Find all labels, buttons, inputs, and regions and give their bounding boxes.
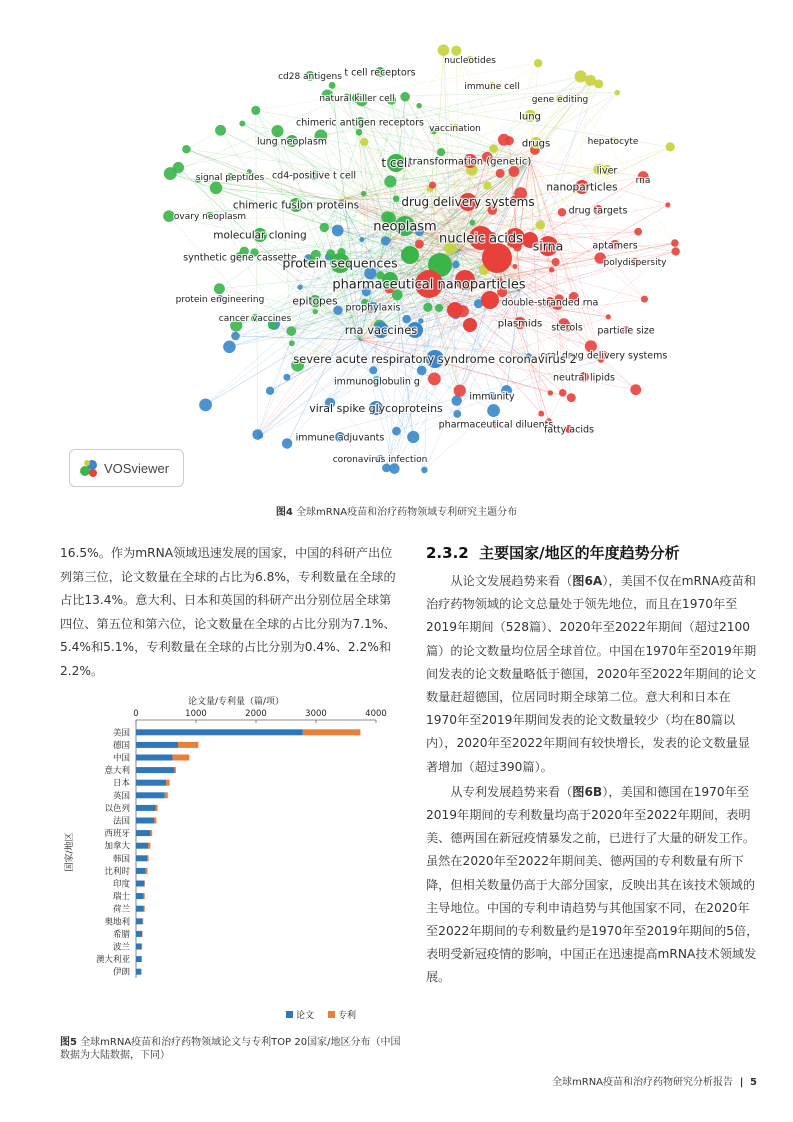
- network-node-label: drugs: [521, 138, 551, 150]
- network-node: [219, 314, 292, 324]
- network-node: [439, 419, 554, 430]
- category-label: 希腊: [112, 929, 130, 940]
- network-node: [429, 124, 481, 134]
- network-node-label: t cell receptors: [344, 67, 416, 79]
- figure-4-text: 全球mRNA疫苗和治疗药物领域专利研究主题分布: [296, 507, 518, 518]
- network-node-label: transformation (genetic): [408, 156, 532, 168]
- network-node: [373, 216, 436, 236]
- category-label: 美国: [112, 728, 130, 739]
- network-node: [588, 137, 639, 147]
- network-node: [597, 165, 618, 176]
- network-node-label: synthetic gene cassette: [183, 252, 297, 264]
- bar-paper: [136, 818, 154, 824]
- bar-paper: [136, 918, 143, 924]
- vosviewer-logo-icon: [78, 457, 100, 479]
- network-node: [292, 295, 337, 308]
- network-node-label: nanoparticles: [546, 181, 618, 194]
- bar-patent: [141, 969, 142, 975]
- category-label: 意大利: [104, 766, 130, 777]
- figure-6a-ref: 图6A: [572, 574, 603, 588]
- bar-paper: [136, 792, 165, 798]
- bar-patent: [154, 818, 156, 824]
- para1-pre: 从论文发展趋势来看（: [450, 574, 573, 588]
- network-node: [522, 137, 550, 150]
- network-node-label: molecular cloning: [213, 229, 307, 242]
- network-node: [469, 391, 515, 402]
- network-node: [346, 302, 401, 313]
- para2-post: ），美国和德国在1970年至2019年期间的专利数量均高于2020年至2022年期间，表明美、德两国在新冠疫情暴发之前，已进行了大量的研发工作。虽然在2020年至2022年期间美、德两国的专利数量有所下降，但相关数量仍高于大部分国家，反映出其在该技术领域的主导地位。中国的专利申请趋势与其他国家不同，在2020年至2022年期间的专利数量约是1970年至2019年期间的5倍，表明受新冠疫情的影响，中国正在迅速提高mRNA技术领域发展。: [426, 784, 759, 985]
- bar-patent: [144, 906, 145, 912]
- bar-patent: [142, 944, 143, 950]
- network-node: [233, 198, 359, 212]
- right-body: [426, 570, 761, 990]
- network-node: [533, 236, 564, 256]
- network-node-label: cancer vaccines: [218, 314, 292, 325]
- section-number: 2.3.2: [426, 544, 469, 562]
- network-node: [333, 455, 428, 465]
- network-node: [176, 295, 265, 305]
- network-node: [196, 173, 265, 183]
- figure-5-label: 图5: [60, 1037, 77, 1048]
- category-label: 西班牙: [104, 829, 130, 840]
- network-node-label: plasmids: [497, 318, 543, 330]
- network-node-label: natural killer cell: [319, 94, 395, 105]
- category-label: 荷兰: [112, 904, 130, 915]
- network-node: [444, 56, 496, 66]
- network-node: [604, 258, 668, 268]
- network-node-label: rna: [635, 176, 651, 187]
- category-label: 德国: [112, 740, 130, 751]
- vosviewer-logo: [69, 449, 184, 487]
- category-label: 澳大利亚: [95, 955, 130, 966]
- x-tick-label: 0: [133, 709, 139, 719]
- bar-paper: [136, 893, 144, 899]
- network-node-label: signal peptides: [195, 173, 265, 184]
- bar-patent: [166, 780, 170, 786]
- bar-patent: [173, 755, 190, 761]
- section-title: 主要国家/地区的年度趋势分析: [479, 544, 680, 562]
- network-node: [174, 212, 246, 222]
- category-label: 伊朗: [112, 967, 130, 978]
- category-label: 波兰: [112, 942, 130, 953]
- network-node: [293, 350, 577, 368]
- network-node: [344, 67, 415, 78]
- network-node-label: polydispersity: [603, 258, 667, 269]
- figure-6b-ref: 图6B: [572, 784, 603, 799]
- network-node: [546, 180, 617, 194]
- bar-paper: [136, 881, 144, 887]
- page-footer: 全球mRNA疫苗和治疗药物研究分析报告 | 5: [552, 1077, 757, 1088]
- network-node-label: hepatocyte: [587, 137, 639, 148]
- network-node-label: rna vaccines: [344, 323, 418, 338]
- paragraph-1: [426, 570, 761, 779]
- paragraph-2: [426, 781, 761, 990]
- network-node: [272, 170, 356, 181]
- chart-title: 论文量/专利量（篇/项）: [187, 697, 285, 707]
- category-label: 韩国: [112, 854, 130, 865]
- network-node: [213, 228, 306, 242]
- network-node-label: cd4-positive t cell: [271, 170, 357, 182]
- network-node: [296, 117, 424, 128]
- x-tick-label: 2000: [245, 709, 267, 719]
- category-label: 奥地利: [104, 917, 130, 928]
- bar-patent: [303, 729, 361, 735]
- x-tick-label: 1000: [185, 709, 207, 719]
- bar-patent: [147, 855, 148, 861]
- network-node-label: coronavirus infection: [332, 455, 428, 466]
- legend-label: 论文: [296, 1011, 315, 1021]
- network-node: [309, 401, 443, 415]
- network-node: [334, 376, 420, 387]
- category-label: 日本: [112, 778, 130, 789]
- footer-title: 全球mRNA疫苗和治疗药物研究分析报告: [552, 1077, 734, 1088]
- bar-paper: [136, 843, 148, 849]
- bar-paper: [136, 969, 141, 975]
- network-node-label: protein sequences: [282, 255, 398, 271]
- network-node-label: immune cell: [464, 82, 520, 93]
- category-label: 瑞士: [112, 892, 130, 903]
- network-node-label: immune adjuvants: [295, 432, 385, 444]
- bar-patent: [144, 893, 145, 899]
- network-node: [569, 205, 628, 216]
- network-node-label: nucleotides: [444, 56, 496, 67]
- bar-patent: [141, 956, 142, 962]
- bar-paper: [136, 956, 141, 962]
- category-label: 中国: [112, 753, 130, 764]
- bar-paper: [136, 906, 144, 912]
- bar-paper: [136, 868, 146, 874]
- network-node-label: viral spike glycoproteins: [309, 401, 443, 415]
- country-bar-chart: [58, 690, 398, 1035]
- network-node-label: epitopes: [292, 295, 338, 308]
- legend-swatch: [328, 1011, 335, 1018]
- network-node: [592, 240, 637, 251]
- bar-patent: [142, 931, 143, 937]
- bar-patent: [165, 792, 168, 798]
- para2-pre: 从专利发展趋势来看（: [450, 784, 573, 799]
- bar-paper: [136, 780, 166, 786]
- network-node-label: drug targets: [568, 205, 628, 217]
- network-node-label: lung: [519, 111, 541, 123]
- bar-patent: [174, 767, 176, 773]
- network-node-label: chimeric antigen receptors: [296, 117, 424, 129]
- network-node-label: sirna: [532, 238, 564, 254]
- network-node: [532, 95, 589, 105]
- category-label: 印度: [112, 879, 130, 890]
- network-node: [498, 317, 543, 330]
- network-node-label: particle size: [597, 325, 655, 337]
- bar-patent: [156, 805, 158, 811]
- bar-patent: [178, 742, 198, 748]
- bar-paper: [136, 805, 156, 811]
- network-node-label: fatty acids: [544, 424, 594, 436]
- network-node: [183, 252, 297, 263]
- figure-4-caption: [0, 503, 793, 518]
- network-node-label: nucleic acids: [439, 231, 523, 247]
- network-node-label: pharmaceutical diluents: [438, 419, 554, 431]
- network-node-label: oral drug delivery systems: [540, 350, 668, 362]
- category-label: 加拿大: [104, 841, 130, 852]
- bar-patent: [143, 918, 144, 924]
- legend-label: 专利: [338, 1011, 357, 1021]
- network-node: [409, 154, 532, 168]
- figure-5-text: 全球mRNA疫苗和治疗药物领域论文与专利TOP 20国家/地区分布（中国数据为大陆数据，下同）: [60, 1037, 401, 1061]
- network-node-label: t cell: [381, 156, 411, 171]
- network-node: [278, 71, 342, 82]
- network-node: [282, 253, 397, 273]
- category-label: 比利时: [104, 866, 130, 877]
- network-node-label: double-stranded rna: [501, 297, 599, 309]
- network-node: [319, 93, 394, 104]
- network-node-label: vaccination: [429, 124, 481, 135]
- network-node-label: drug delivery systems: [401, 195, 535, 210]
- network-node-label: neoplasm: [373, 219, 437, 235]
- x-tick-label: 4000: [365, 709, 387, 719]
- network-node-label: liver: [596, 165, 618, 177]
- network-node-label: protein engineering: [175, 295, 265, 306]
- para1-post: ），美国不仅在mRNA疫苗和治疗药物领域的论文总量处于领先地位，而且在1970年至2019年期间（528篇）、2020年至2022年期间（超过2100篇）的论文数量均位居全球首位。中国在1970年至2019年期间发表的论文数量略低于德国，2020年至2022年期间的论文数量赶超德国，位居同时期全球第二位。意大利和日本在1970年至2019年期间发表的论文数量较少（均在80篇以内），2020年至2022年期间有较快增长，发表的论文数量显著增加（超过390篇）。: [426, 574, 757, 774]
- network-node-label: sterols: [551, 322, 583, 334]
- network-node: [551, 322, 583, 333]
- network-node-label: cd28 antigens: [278, 72, 342, 83]
- figure-4-label: 图4: [275, 507, 293, 518]
- network-node: [502, 297, 599, 308]
- network-node-label: gene editing: [531, 95, 589, 106]
- page-number: 5: [750, 1077, 757, 1088]
- network-node-label: pharmaceutical nanoparticles: [332, 277, 526, 293]
- network-node: [544, 424, 594, 435]
- network-node-label: ovary neoplasm: [173, 212, 247, 223]
- network-node: [401, 193, 534, 211]
- network-node: [381, 154, 410, 172]
- bar-paper: [136, 855, 147, 861]
- network-node: [519, 110, 541, 123]
- category-label: 法国: [112, 816, 130, 827]
- network-node-label: prophylaxis: [345, 302, 401, 314]
- bar-paper: [136, 729, 303, 735]
- network-node-label: immunoglobulin g: [334, 376, 420, 388]
- x-tick-label: 3000: [305, 709, 327, 719]
- category-label: 英国: [112, 791, 130, 802]
- bar-patent: [148, 843, 150, 849]
- bar-paper: [136, 830, 150, 836]
- topic-network-map: [60, 40, 740, 495]
- network-node-label: neutral lipids: [553, 372, 615, 384]
- bar-paper: [136, 767, 174, 773]
- bar-paper: [136, 931, 142, 937]
- y-axis-label: 国家/地区: [65, 832, 75, 872]
- bar-patent: [144, 881, 145, 887]
- network-node: [597, 325, 654, 336]
- network-node: [464, 82, 519, 92]
- vosviewer-logo-text: VOSviewer: [104, 460, 170, 476]
- network-node: [553, 372, 615, 383]
- category-label: 以色列: [104, 803, 130, 814]
- network-node-label: severe acute respiratory syndrome coronavirus 2: [293, 352, 577, 367]
- bar-patent: [146, 868, 148, 874]
- figure-5-caption: [60, 1036, 405, 1062]
- bar-paper: [136, 742, 178, 748]
- bar-patent: [150, 830, 152, 836]
- network-node-label: aptamers: [592, 240, 638, 252]
- legend-swatch: [286, 1011, 293, 1018]
- network-node: [345, 322, 418, 338]
- bar-paper: [136, 755, 173, 761]
- left-paragraph: 16.5%。作为mRNA领域迅速发展的国家，中国的科研产出位列第三位，论文数量在全球的占比为6.8%，专利数量在全球的占比13.4%。意大利、日本和英国的科研产出分别位居全球第四位、第五位和第六位，论文数量在全球的占比分别为7.1%、5.4%和5.1%，专利数量在全球的占比分别为0.4%、2.2%和2.2%。: [60, 546, 396, 678]
- network-node-label: chimeric fusion proteins: [232, 199, 360, 212]
- network-node-label: immunity: [469, 391, 515, 403]
- section-heading: [426, 542, 680, 563]
- network-node: [296, 432, 385, 443]
- network-node-label: lung neoplasm: [256, 136, 328, 148]
- network-node: [257, 135, 327, 147]
- bar-paper: [136, 944, 142, 950]
- network-node: [636, 176, 651, 186]
